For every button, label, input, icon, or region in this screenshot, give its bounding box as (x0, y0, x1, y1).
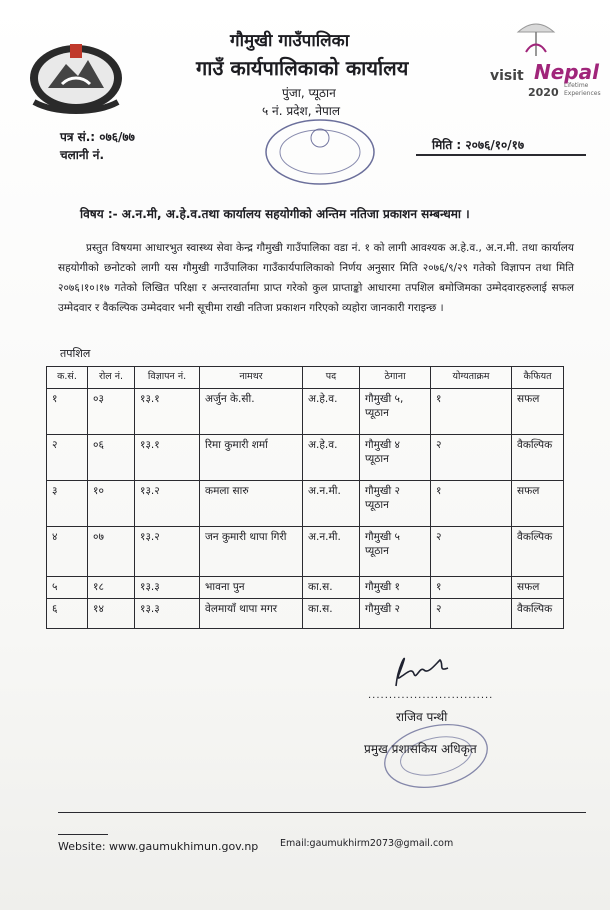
cell-name: कमला सारु (200, 481, 303, 527)
col-name: नामथर (200, 367, 303, 389)
cell-name: रिमा कुमारी शर्मा (200, 435, 303, 481)
footer-short-rule (58, 834, 108, 835)
table-row (47, 435, 564, 481)
cell-address: गौमुखी ५ प्यूठान (360, 527, 431, 577)
results-table (46, 366, 564, 629)
logo-year: 2020 (528, 86, 559, 99)
signature-line: .............................. (368, 690, 494, 701)
cell-post: अ.न.मी. (303, 481, 360, 527)
col-merit: योग्यताक्रम (431, 367, 512, 389)
cell-remarks: वैकल्पिक (512, 599, 564, 629)
table-row (47, 577, 564, 599)
cell-roll: १८ (88, 577, 135, 599)
org-name: गौमुखी गाउँपालिका (230, 31, 350, 51)
cell-address: गौमुखी २ (360, 599, 431, 629)
address-line-1: पुंजा, प्यूठान (282, 86, 336, 100)
cell-post: अ.हे.व. (303, 389, 360, 435)
table-row (47, 599, 564, 629)
nepal-word: Nepal (534, 60, 599, 84)
cell-address: गौमुखी ५, प्यूठान (360, 389, 431, 435)
col-address: ठेगाना (360, 367, 431, 389)
cell-post: अ.न.मी. (303, 527, 360, 577)
cell-remarks: वैकल्पिक (512, 435, 564, 481)
visit-word: visit (490, 68, 524, 84)
table-row (47, 389, 564, 435)
cell-advert: १३.१ (135, 389, 200, 435)
visit-nepal-logo (488, 12, 601, 104)
cell-merit: १ (431, 577, 512, 599)
cell-advert: १३.१ (135, 435, 200, 481)
table-row (47, 481, 564, 527)
office-stamp-icon (260, 112, 380, 192)
dispatch-number: चलानी नं. (60, 148, 105, 162)
col-post: पद (303, 367, 360, 389)
cell-post: अ.हे.व. (303, 435, 360, 481)
letter-number: पत्र सं.: ०७६/७७ (60, 130, 135, 144)
letter-body: प्रस्तुत विषयमा आधारभुत स्वास्थ्य सेवा केन्द्र गौमुखी गाउँपालिका वडा नं. १ को लागी आवश्यक अ.हे.व., अ.न.मी. तथा कार्यालय सहयोगीको छनोटको लागी यस गौमुखी गाउँपालिका गाउँकार्यपालिकाको निर्णय अनुसार मिति २०७६/९/२९ गतेको विज्ञापन तथा मिति २०७६।१०।१७ गतेको लिखित परिक्षा र अन्तरवार्तामा प्राप्त गरेको कुल प्राप्ताङ्को आधारमा तपशिल बमोजिमका उम्मेदवारहरुलाई सफल उम्मेदवार र वैकल्पिक उम्मेदवार भनी सूचीमा राखी नतिजा प्रकाशन गरिएको व्यहोरा जानकारी गराइन्छ । (58, 242, 574, 314)
cell-roll: ०७ (88, 527, 135, 577)
cell-advert: १३.३ (135, 577, 200, 599)
cell-roll: १० (88, 481, 135, 527)
cell-roll: १४ (88, 599, 135, 629)
cell-serial: ६ (47, 599, 88, 629)
cell-remarks: वैकल्पिक (512, 527, 564, 577)
cell-merit: २ (431, 435, 512, 481)
header-rule (416, 154, 586, 156)
cell-name: भावना पुन (200, 577, 303, 599)
cell-serial: १ (47, 389, 88, 435)
cell-address: गौमुखी ४ प्यूठान (360, 435, 431, 481)
cell-roll: ०३ (88, 389, 135, 435)
cell-remarks: सफल (512, 389, 564, 435)
cell-merit: १ (431, 481, 512, 527)
cell-advert: १३.२ (135, 481, 200, 527)
signatory-title: प्रमुख प्रशासकिय अधिकृत (364, 742, 477, 756)
cell-advert: १३.२ (135, 527, 200, 577)
letter-subject: विषय :- अ.न.मी, अ.हे.व.तथा कार्यालय सहयोगीको अन्तिम नतिजा प्रकाशन सम्बन्धमा । (80, 207, 470, 221)
logo-tagline-2: Experiences (564, 90, 601, 97)
cell-name: वेलमायाँ थापा मगर (200, 599, 303, 629)
cell-serial: ३ (47, 481, 88, 527)
cell-serial: ४ (47, 527, 88, 577)
cell-address: गौमुखी २ प्यूठान (360, 481, 431, 527)
cell-merit: २ (431, 527, 512, 577)
col-roll: रोल नं. (88, 367, 135, 389)
cell-merit: २ (431, 599, 512, 629)
nepal-emblem-icon (26, 36, 126, 114)
address-line-2: ५ नं. प्रदेश, नेपाल (262, 104, 341, 118)
cell-post: का.स. (303, 577, 360, 599)
cell-post: का.स. (303, 599, 360, 629)
logo-tagline-1: Lifetime (564, 82, 589, 89)
cell-remarks: सफल (512, 577, 564, 599)
office-name: गाउँ कार्यपालिकाको कार्यालय (196, 56, 409, 80)
letter-date: मिति : २०७६/१०/१७ (432, 138, 525, 152)
footer-email: Email:gaumukhirm2073@gmail.com (280, 838, 454, 849)
cell-name: अर्जुन के.सी. (200, 389, 303, 435)
cell-roll: ०६ (88, 435, 135, 481)
signatory-name: राजिव पन्थी (396, 710, 448, 724)
cell-address: गौमुखी १ (360, 577, 431, 599)
signature-icon (378, 646, 468, 696)
table-header-row (47, 367, 564, 389)
table-row (47, 527, 564, 577)
col-advert: विज्ञापन नं. (135, 367, 200, 389)
cell-serial: ५ (47, 577, 88, 599)
footer-website: Website: www.gaumukhimun.gov.np (58, 840, 259, 853)
cell-name: जन कुमारी थापा गिरी (200, 527, 303, 577)
col-remarks: कैफियत (512, 367, 564, 389)
cell-advert: १३.३ (135, 599, 200, 629)
cell-merit: १ (431, 389, 512, 435)
table-caption: तपशिल (60, 347, 91, 360)
cell-serial: २ (47, 435, 88, 481)
cell-remarks: सफल (512, 481, 564, 527)
col-serial: क.सं. (47, 367, 88, 389)
footer-rule (58, 812, 586, 813)
